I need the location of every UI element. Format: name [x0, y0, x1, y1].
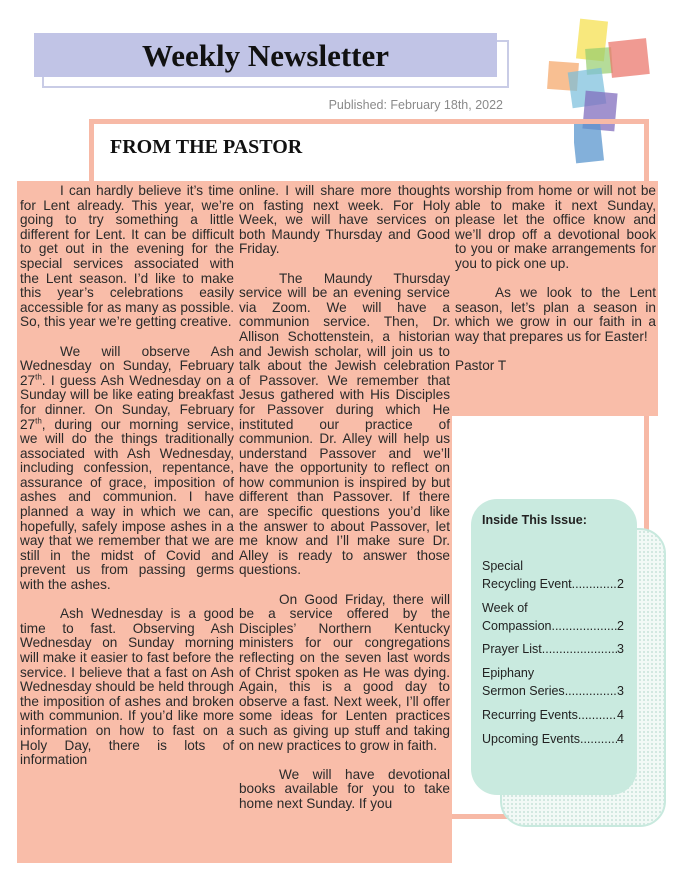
article-paragraph: I can hardly believe it’s time for Lent already. This year, we’re going to try something a little different for Lent. It can be difficult to get out in the evening for the special services associated with the Lent season. I’d like to make this year’s celebrations easily accessible for as many as possible. So, this year we’re getting creative. [20, 183, 234, 330]
toc-entry-label: Week of [482, 601, 528, 615]
toc-entry-upcoming-events[interactable] [482, 730, 624, 748]
section-heading: FROM THE PASTOR [110, 136, 303, 158]
toc-entry-recycling[interactable] [482, 557, 624, 593]
article-paragraph: On Good Friday, there will be a service offered by the Disciples’ Northern Kentucky ministers for our congregations reflecting on the seven last words of Christ spoken as He was dying. Again, this is a good day to observe a fast. Next week, I’ll offer some ideas for Lenten practices such as giving up stuff and taking on new practices to grow in faith. [239, 591, 450, 753]
article-paragraph: We will observe Ash Wednesday on Sunday, February 27th. I guess Ash Wednesday on a Sunday will be like eating breakfast for dinner. On Sunday, February 27th, during our morning service, we will do the things traditionally associated with Ash Wednesday, including confession, repentance, assurance of grace, imposition of ashes and communion. I have planned a way in which we can, hopefully, safely impose ashes in a way that we remember that we are still in the midst of Covid and prevent us from passing germs with the ashes. [20, 343, 234, 593]
toc-title: Inside This Issue: [482, 513, 587, 527]
toc-page-number: 2 [617, 619, 624, 633]
article-paragraph: worship from home or will not be able to make it next Sunday, please let the office know and we’ll drop off a devotional book to you or make arrangements for you to pick one up. [455, 183, 656, 271]
toc-entry-recurring-events[interactable] [482, 706, 624, 724]
pastor-signature: Pastor T [455, 358, 507, 374]
toc-entry-prayer-list[interactable] [482, 640, 624, 658]
article-paragraph: We will have devotional books available for you to take home next Sunday. If you [239, 766, 450, 811]
toc-page-number: 2 [617, 577, 624, 591]
toc-entry-label: Compassion [482, 619, 552, 633]
toc-entry-sermon-series[interactable] [482, 664, 624, 700]
toc-entry-label: Special [482, 559, 523, 573]
published-date: Published: February 18th, 2022 [328, 98, 503, 112]
article-column-1 [17, 181, 236, 863]
toc-entry-label: Recycling Event [482, 577, 572, 591]
toc-page-number: 3 [617, 642, 624, 656]
newsletter-title: Weekly Newsletter [141, 38, 390, 73]
article-paragraph: online. I will share more thoughts on fasting next week. For Holy Week, we will have services on both Maundy Thursday and Good Friday. [239, 183, 450, 257]
article-column-2 [236, 181, 452, 863]
toc-entry-label: Prayer List [482, 642, 542, 656]
article-paragraph: Ash Wednesday is a good time to fast. Observing Ash Wednesday on Sunday morning will make it easier to fast before the service. I believe that a fast on Ash Wednesday should be held through the imposition of ashes and broken with communion. If you’d like more information on how to fast on a Holy Day, there is lots of information [20, 606, 234, 768]
toc-page-number: 3 [617, 684, 624, 698]
article-paragraph: As we look to the Lent season, let’s plan a season in which we grow in our faith in a way that prepares us for Easter! [455, 285, 656, 344]
toc-entry-compassion[interactable] [482, 599, 624, 635]
toc-entry-label: Upcoming Events [482, 732, 580, 746]
article-column-3 [452, 181, 658, 416]
toc-entry-label: Recurring Events [482, 708, 578, 722]
article-paragraph: The Maundy Thursday service will be an evening service via Zoom. We will have a communion service. Then, Dr. Allison Schottenstein, a historian and Jewish scholar, will join us to talk about the Jewish celebration of Passover. We remember that Jesus gathered with His Disciples for Passover during which He instituted our practice of communion. Dr. Alley will help us understand Passover and we’ll have the opportunity to reflect on how communion is inspired by but different than Passover. If there are specific questions you’d like the answer to about Passover, let me know and I’ll make sure Dr. Alley is ready to answer those questions. [239, 270, 450, 578]
toc-entry-label: Epiphany [482, 666, 535, 680]
toc-page-number: 4 [617, 708, 624, 722]
toc-entry-label: Sermon Series [482, 684, 565, 698]
toc-page-number: 4 [617, 732, 624, 746]
